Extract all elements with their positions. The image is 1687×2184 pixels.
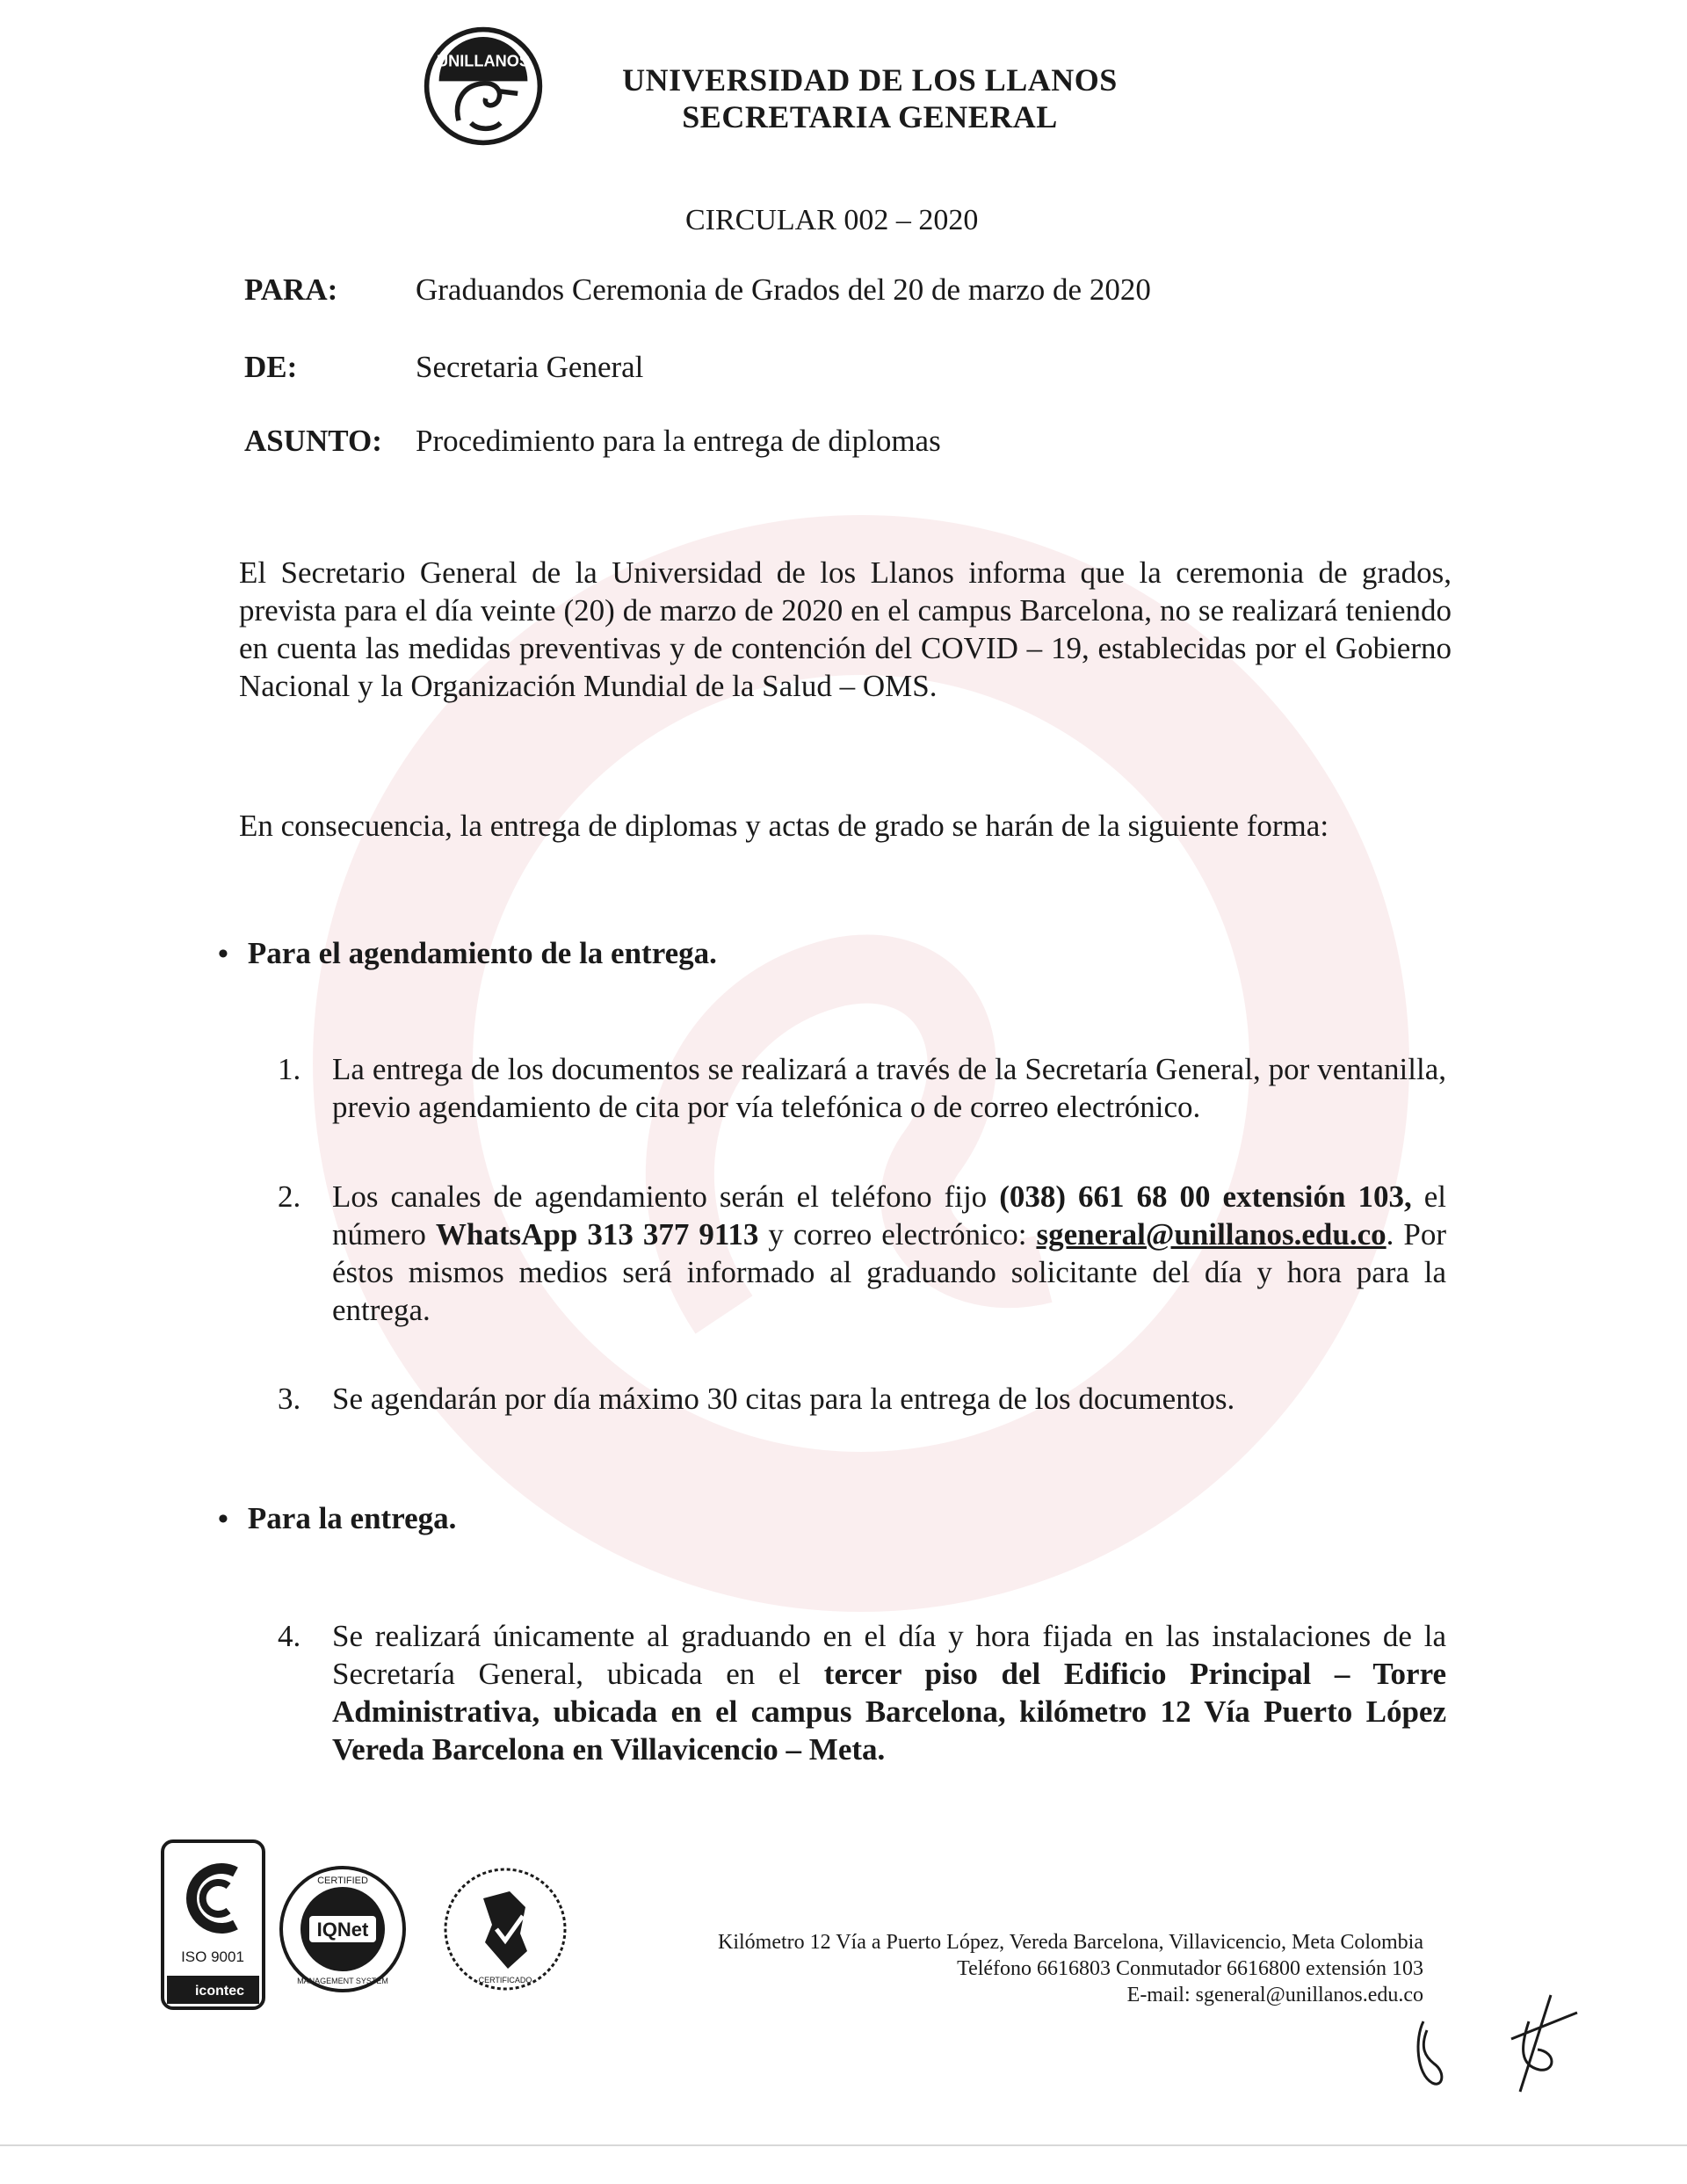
list-item-text xyxy=(332,1617,1446,1768)
section-heading-delivery: • Para la entrega. xyxy=(218,1501,456,1536)
paragraph-consequence: En consecuencia, la entrega de diplomas y actas de grado se harán de la siguiente forma: xyxy=(239,809,1329,843)
list-item-3 xyxy=(278,1380,1446,1418)
para-label: PARA: xyxy=(244,272,338,307)
certified-label: CERTIFIED xyxy=(317,1876,368,1886)
meta-asunto-row xyxy=(244,424,1474,459)
item4-text: Se realizará únicamente al graduando en el día y hora fijada en las instalaciones de la Secretaría General, ubicada en el xyxy=(332,1619,1446,1691)
item2-text-a: Los canales de agendamiento serán el teléfono fijo xyxy=(332,1179,1000,1214)
item4-location: tercer piso del Edificio Principal – Torre Administrativa, ubicada en el campus Barcelona, kilómetro 12 Vía Puerto López Vereda Barcelona en Villavicencio – Meta. xyxy=(332,1657,1447,1767)
phone-number: (038) 661 68 00 extensión 103, xyxy=(999,1179,1412,1214)
list-item-number: 3. xyxy=(278,1382,301,1416)
iqnet-label: IQNet xyxy=(316,1919,369,1941)
list-item-text xyxy=(332,1178,1446,1329)
handwritten-signature-icon xyxy=(1388,1969,1599,2101)
ntcgp-certificate-logo-icon xyxy=(445,1869,565,1989)
meta-para-row xyxy=(244,272,1474,308)
whatsapp-number: WhatsApp 313 377 9113 xyxy=(435,1217,759,1252)
footer-phone: Teléfono 6616803 Conmutador 6616800 extensión 103 xyxy=(957,1957,1423,1980)
university-logo-icon xyxy=(422,25,545,148)
para-value: Graduandos Ceremonia de Grados del 20 de marzo de 2020 xyxy=(416,272,1151,307)
icontec-label: icontec xyxy=(194,1984,245,1999)
email-link[interactable]: sgeneral@unillanos.edu.co xyxy=(1036,1217,1387,1252)
asunto-label: ASUNTO: xyxy=(244,424,382,458)
list-item-2 xyxy=(278,1178,1446,1329)
bottom-divider xyxy=(0,2144,1687,2146)
list-item-number: 1. xyxy=(278,1052,301,1086)
list-item-4 xyxy=(278,1617,1446,1768)
list-item-text: Se agendarán por día máximo 30 citas para la entrega de los documentos. xyxy=(332,1382,1235,1416)
logo-text: UNILLANOS xyxy=(436,52,531,70)
footer-contact xyxy=(615,1929,1423,2008)
list-item-1 xyxy=(278,1050,1446,1126)
de-label: DE: xyxy=(244,350,298,384)
iso-9001-logo-icon xyxy=(163,1841,264,2008)
circular-number: CIRCULAR 002 – 2020 xyxy=(685,204,979,236)
list-item-text: La entrega de los documentos se realizará a través de la Secretaría General, por ventanilla, previo agendamiento de cita por vía telefónica o de correo electrónico. xyxy=(332,1052,1446,1124)
university-name: UNIVERSIDAD DE LOS LLANOS xyxy=(622,62,1118,98)
iso-label: ISO 9001 xyxy=(181,1948,244,1965)
meta-de-row xyxy=(244,350,1474,385)
management-label: MANAGEMENT SYSTEM xyxy=(297,1977,388,1985)
header-title xyxy=(562,62,1177,135)
asunto-value: Procedimiento para la entrega de diplomas xyxy=(416,424,941,458)
paragraph-intro: El Secretario General de la Universidad de los Llanos informa que la ceremonia de grados, prevista para el día veinte (20) de marzo de 2020 en el campus Barcelona, no se realizará teniendo en cuenta las medidas preventivas y de contención del COVID – 19, establecidas por el Gobierno Nacional y la Organización Mundial de la Salud – OMS. xyxy=(239,555,1452,703)
section-heading-scheduling: • Para el agendamiento de la entrega. xyxy=(218,936,717,971)
list-item-number: 4. xyxy=(278,1619,301,1653)
item2-text-b: el número xyxy=(332,1179,1446,1252)
item2-text-d: . Por éstos mismos medios será informado al graduando solicitante del día y hora para la entrega. xyxy=(332,1217,1446,1327)
de-value: Secretaria General xyxy=(416,350,644,384)
certification-logos xyxy=(158,1837,597,2013)
iqnet-logo-icon xyxy=(281,1868,404,1991)
office-name: SECRETARIA GENERAL xyxy=(682,99,1058,134)
list-item-number: 2. xyxy=(278,1179,301,1214)
footer-email[interactable]: E-mail: sgeneral@unillanos.edu.co xyxy=(1126,1984,1423,2006)
item2-text-c: y correo electrónico: xyxy=(758,1217,1037,1252)
certificado-label: CERTIFICADO xyxy=(478,1976,532,1984)
footer-address: Kilómetro 12 Vía a Puerto López, Vereda Barcelona, Villavicencio, Meta Colombia xyxy=(718,1931,1423,1954)
